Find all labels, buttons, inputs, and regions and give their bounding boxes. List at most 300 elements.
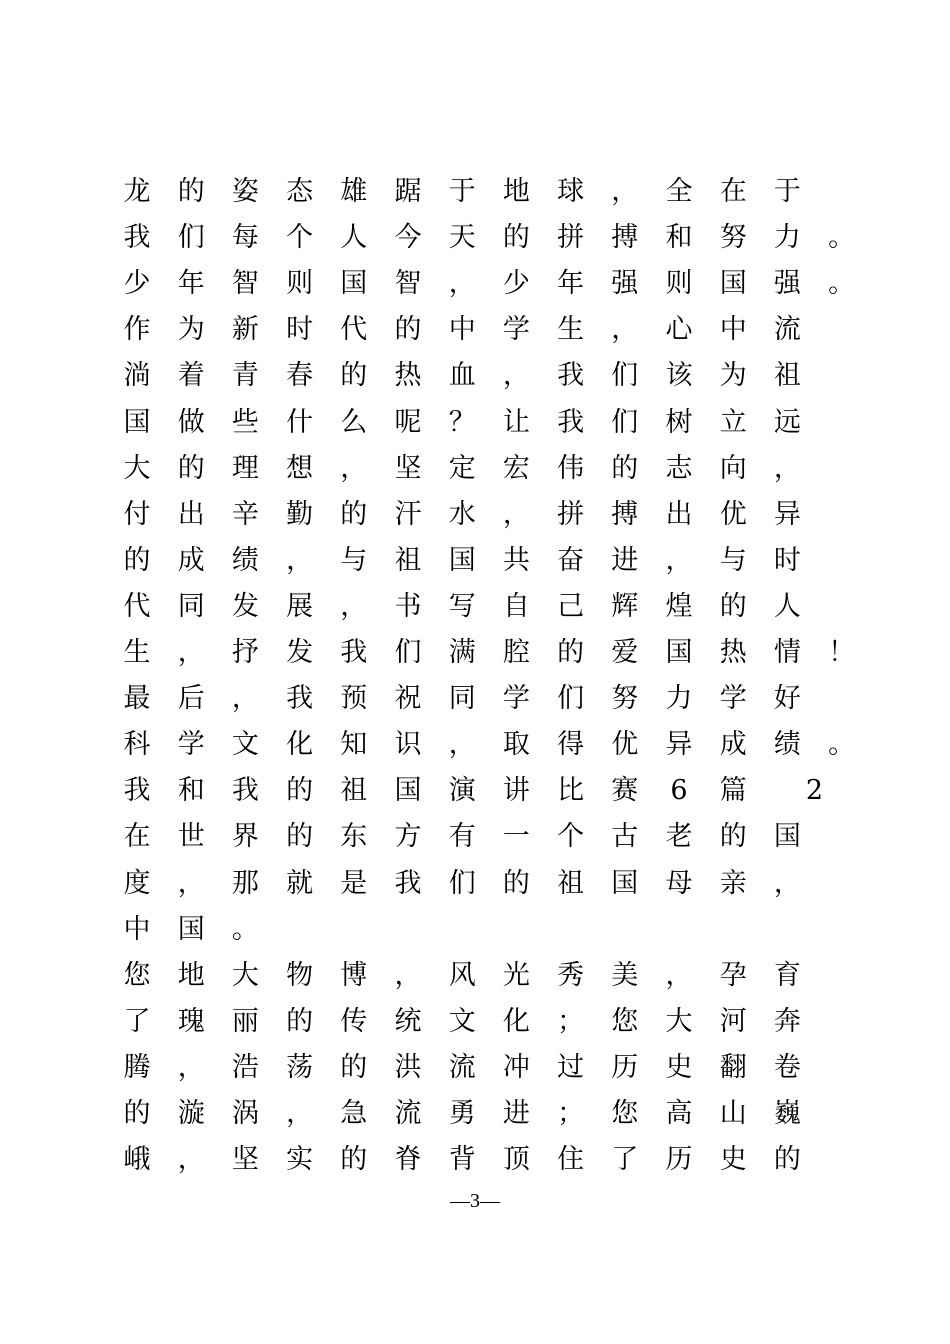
- text-char: 力: [773, 222, 801, 254]
- text-char: 成: [177, 544, 205, 576]
- text-char: ，: [611, 314, 639, 346]
- text-char: 。: [828, 729, 856, 761]
- text-char: 史: [719, 1144, 747, 1176]
- text-char: 我: [394, 867, 422, 899]
- text-char: 出: [665, 498, 693, 530]
- text-char: 荡: [286, 1051, 314, 1083]
- text-char: 孕: [719, 959, 747, 991]
- text-char: 煌: [665, 590, 693, 622]
- text-char: 新: [231, 314, 259, 346]
- text-char: 高: [665, 1098, 693, 1129]
- text-char: 每: [231, 222, 259, 254]
- text-char: 了: [123, 1005, 151, 1037]
- text-char: 代: [123, 590, 151, 622]
- text-char: 山: [719, 1098, 747, 1129]
- text-char: 文: [448, 1005, 476, 1037]
- text-char: 界: [231, 821, 259, 853]
- text-char: ，: [665, 544, 693, 576]
- text-char: 该: [665, 360, 693, 392]
- text-char: 同: [177, 590, 205, 622]
- text-char: 汗: [394, 498, 422, 530]
- text-char: 生: [123, 637, 151, 668]
- text-char: 写: [448, 590, 476, 622]
- text-char: 个: [286, 222, 314, 254]
- text-char: 就: [286, 867, 314, 899]
- text-char: 宏: [502, 452, 530, 484]
- text-char: 地: [502, 176, 530, 207]
- text-char: 搏: [611, 498, 639, 530]
- text-char: 与: [719, 544, 747, 576]
- text-char: 时: [286, 314, 314, 346]
- text-line: [124, 310, 864, 350]
- text-line: [124, 771, 864, 811]
- text-char: 中: [719, 314, 747, 346]
- text-char: 统: [394, 1005, 422, 1037]
- text-char: 巍: [773, 1098, 801, 1129]
- text-char: ；: [557, 1005, 585, 1037]
- text-char: 脊: [394, 1144, 422, 1176]
- text-char: ，: [340, 590, 368, 622]
- text-char: 们: [557, 683, 585, 715]
- text-char: 急: [340, 1098, 368, 1129]
- text-line: [124, 541, 864, 581]
- text-char: 。: [231, 913, 259, 945]
- text-char: 您: [611, 1005, 639, 1037]
- text-char: 在: [123, 821, 151, 853]
- text-char: 的: [340, 1144, 368, 1176]
- text-char: 力: [665, 683, 693, 715]
- text-char: 国: [123, 406, 151, 438]
- text-char: ，: [286, 544, 314, 576]
- text-char: ，: [177, 1051, 205, 1083]
- text-char: 的: [340, 1051, 368, 1083]
- text-char: 浩: [231, 1051, 259, 1083]
- text-char: ，: [448, 729, 476, 761]
- text-char: ，: [394, 959, 422, 991]
- text-char: 大: [665, 1005, 693, 1037]
- text-char: 青: [231, 360, 259, 392]
- text-char: 顶: [502, 1144, 530, 1176]
- text-char: 树: [665, 406, 693, 438]
- text-char: 亲: [719, 867, 747, 899]
- text-char: 天: [448, 222, 476, 254]
- text-char: 我: [340, 637, 368, 668]
- text-char: 智: [231, 268, 259, 300]
- text-char: 的: [123, 1098, 151, 1129]
- text-line: [124, 956, 864, 996]
- text-char: ，: [502, 360, 530, 392]
- text-char: 祝: [394, 683, 422, 715]
- text-char: 地: [177, 959, 205, 991]
- text-line: [124, 1140, 864, 1180]
- text-char: 学: [502, 314, 530, 346]
- text-char: 远: [773, 406, 801, 438]
- text-char: 瑰: [177, 1005, 205, 1037]
- text-char: 我: [123, 222, 151, 254]
- text-line: [124, 356, 864, 396]
- text-char: 学: [719, 683, 747, 715]
- text-char: 中: [123, 913, 151, 945]
- text-char: 展: [286, 590, 314, 622]
- text-char: 的: [773, 1144, 801, 1176]
- text-char: 们: [611, 406, 639, 438]
- text-char: 定: [448, 452, 476, 484]
- text-char: 情: [773, 637, 801, 668]
- text-char: 些: [231, 406, 259, 438]
- text-char: 您: [123, 959, 151, 991]
- text-char: 历: [665, 1144, 693, 1176]
- text-char: 最: [123, 683, 151, 715]
- text-char: 热: [719, 637, 747, 668]
- text-char: 2: [805, 775, 824, 807]
- text-char: 奔: [773, 1005, 801, 1037]
- text-char: 国: [773, 821, 801, 853]
- text-char: 少: [502, 268, 530, 300]
- text-char: 化: [286, 729, 314, 761]
- text-char: 发: [231, 590, 259, 622]
- text-char: 住: [557, 1144, 585, 1176]
- text-char: ；: [557, 1098, 585, 1129]
- text-char: 做: [177, 406, 205, 438]
- text-char: ，: [340, 452, 368, 484]
- text-char: ，: [773, 452, 801, 484]
- text-char: 的: [340, 498, 368, 530]
- text-char: 后: [177, 683, 205, 715]
- text-char: ，: [502, 498, 530, 530]
- text-char: 少: [123, 268, 151, 300]
- text-char: 背: [448, 1144, 476, 1176]
- text-char: 和: [177, 775, 205, 807]
- text-char: 我: [286, 683, 314, 715]
- text-char: 时: [773, 544, 801, 576]
- text-char: 理: [231, 452, 259, 484]
- text-char: 国: [394, 775, 422, 807]
- text-char: 进: [611, 544, 639, 576]
- text-char: 过: [557, 1051, 585, 1083]
- text-char: 国: [340, 268, 368, 300]
- text-char: 冲: [502, 1051, 530, 1083]
- text-char: 全: [665, 176, 693, 207]
- text-char: ！: [828, 637, 856, 668]
- text-char: 书: [394, 590, 422, 622]
- text-char: 的: [557, 637, 585, 668]
- text-char: 流: [394, 1098, 422, 1129]
- text-char: 着: [177, 360, 205, 392]
- page-number: —3—: [450, 1190, 500, 1212]
- text-char: 呢: [394, 406, 422, 438]
- text-char: 史: [665, 1051, 693, 1083]
- text-char: 祖: [557, 867, 585, 899]
- text-char: 大: [231, 959, 259, 991]
- text-char: 出: [177, 498, 205, 530]
- text-line: [124, 633, 864, 673]
- text-char: 赛: [611, 775, 639, 807]
- text-char: 今: [394, 222, 422, 254]
- text-char: 大: [123, 452, 151, 484]
- text-char: 进: [502, 1098, 530, 1129]
- text-char: 人: [340, 222, 368, 254]
- text-char: ，: [665, 959, 693, 991]
- text-line: [124, 1094, 864, 1134]
- text-char: 讲: [502, 775, 530, 807]
- text-char: 伟: [557, 452, 585, 484]
- text-char: 国: [177, 913, 205, 945]
- text-char: 球: [557, 176, 585, 207]
- text-char: 共: [502, 544, 530, 576]
- text-char: 向: [719, 452, 747, 484]
- text-char: 绩: [231, 544, 259, 576]
- text-line: [124, 218, 864, 258]
- text-char: 的: [177, 176, 205, 207]
- text-char: 我: [557, 360, 585, 392]
- text-char: 勇: [448, 1098, 476, 1129]
- text-char: 东: [340, 821, 368, 853]
- text-char: 强: [773, 268, 801, 300]
- text-char: 的: [286, 821, 314, 853]
- text-line: [124, 495, 864, 535]
- text-line: [124, 817, 864, 857]
- text-char: 的: [719, 821, 747, 853]
- text-char: ，: [177, 867, 205, 899]
- text-char: 博: [340, 959, 368, 991]
- text-char: 什: [286, 406, 314, 438]
- text-char: 个: [557, 821, 585, 853]
- text-char: 的: [340, 360, 368, 392]
- text-line: [124, 679, 864, 719]
- text-char: 人: [773, 590, 801, 622]
- text-char: 和: [665, 222, 693, 254]
- text-line: [124, 449, 864, 489]
- text-char: 们: [611, 360, 639, 392]
- text-char: 的: [286, 1005, 314, 1037]
- text-char: 则: [665, 268, 693, 300]
- text-char: 优: [719, 498, 747, 530]
- text-char: 老: [665, 821, 693, 853]
- text-char: ？: [448, 406, 476, 438]
- text-char: 篇: [719, 775, 747, 807]
- text-char: 得: [557, 729, 585, 761]
- text-char: 育: [773, 959, 801, 991]
- text-line: [124, 172, 864, 212]
- text-line: [124, 264, 864, 304]
- text-char: 年: [557, 268, 585, 300]
- text-char: 洪: [394, 1051, 422, 1083]
- text-char: 漩: [177, 1098, 205, 1129]
- text-char: 同: [448, 683, 476, 715]
- text-char: 演: [448, 775, 476, 807]
- text-char: 。: [828, 268, 856, 300]
- text-char: ，: [231, 683, 259, 715]
- text-char: 母: [665, 867, 693, 899]
- text-line: [124, 864, 864, 904]
- text-char: 光: [502, 959, 530, 991]
- text-char: 态: [286, 176, 314, 207]
- text-char: 己: [557, 590, 585, 622]
- text-char: 强: [611, 268, 639, 300]
- text-char: 们: [448, 867, 476, 899]
- text-char: 实: [286, 1144, 314, 1176]
- text-char: 志: [665, 452, 693, 484]
- text-char: 我: [557, 406, 585, 438]
- text-char: 是: [340, 867, 368, 899]
- text-char: 水: [448, 498, 476, 530]
- text-char: ，: [773, 867, 801, 899]
- text-char: 美: [611, 959, 639, 991]
- text-char: 的: [123, 544, 151, 576]
- text-char: 踞: [394, 176, 422, 207]
- text-char: 的: [611, 452, 639, 484]
- text-char: 努: [719, 222, 747, 254]
- text-char: ，: [177, 637, 205, 668]
- text-char: 热: [394, 360, 422, 392]
- text-line: [124, 403, 864, 443]
- text-char: 的: [286, 775, 314, 807]
- text-char: 的: [394, 314, 422, 346]
- text-char: 血: [448, 360, 476, 392]
- text-char: 学: [177, 729, 205, 761]
- text-char: 祖: [394, 544, 422, 576]
- text-char: 世: [177, 821, 205, 853]
- text-char: 您: [611, 1098, 639, 1129]
- text-char: 腔: [502, 637, 530, 668]
- text-char: 河: [719, 1005, 747, 1037]
- text-char: ，: [286, 1098, 314, 1129]
- text-char: 那: [231, 867, 259, 899]
- text-char: 拼: [557, 222, 585, 254]
- text-char: 立: [719, 406, 747, 438]
- text-char: 国: [665, 637, 693, 668]
- text-char: 涡: [231, 1098, 259, 1129]
- text-char: 古: [611, 821, 639, 853]
- text-char: 们: [177, 222, 205, 254]
- text-char: ，: [448, 268, 476, 300]
- text-char: 么: [340, 406, 368, 438]
- text-char: 发: [286, 637, 314, 668]
- text-char: 预: [340, 683, 368, 715]
- text-char: 翻: [719, 1051, 747, 1083]
- text-char: 流: [773, 314, 801, 346]
- text-char: 的: [177, 452, 205, 484]
- text-char: 历: [611, 1051, 639, 1083]
- text-char: 科: [123, 729, 151, 761]
- text-char: 心: [665, 314, 693, 346]
- text-char: 文: [231, 729, 259, 761]
- text-char: 奋: [557, 544, 585, 576]
- text-char: 的: [719, 590, 747, 622]
- text-char: 爱: [611, 637, 639, 668]
- text-char: ，: [611, 176, 639, 207]
- text-char: 在: [719, 176, 747, 207]
- text-char: 智: [394, 268, 422, 300]
- text-char: 搏: [611, 222, 639, 254]
- text-char: 方: [394, 821, 422, 853]
- text-char: 的: [502, 867, 530, 899]
- text-char: 勤: [286, 498, 314, 530]
- text-char: 识: [394, 729, 422, 761]
- text-char: 祖: [773, 360, 801, 392]
- text-char: 有: [448, 821, 476, 853]
- text-char: 于: [773, 176, 801, 207]
- text-line: [124, 1048, 864, 1088]
- text-char: 则: [286, 268, 314, 300]
- text-line: [124, 587, 864, 627]
- text-char: 绩: [773, 729, 801, 761]
- text-char: 春: [286, 360, 314, 392]
- text-char: 自: [502, 590, 530, 622]
- text-line: [124, 910, 864, 950]
- text-char: 国: [719, 268, 747, 300]
- text-char: 作: [123, 314, 151, 346]
- text-char: 让: [502, 406, 530, 438]
- text-line: [124, 1002, 864, 1042]
- text-char: ，: [177, 1144, 205, 1176]
- text-char: 优: [611, 729, 639, 761]
- text-char: 雄: [340, 176, 368, 207]
- text-char: 代: [340, 314, 368, 346]
- text-char: 抒: [231, 637, 259, 668]
- text-char: 们: [394, 637, 422, 668]
- text-char: 传: [340, 1005, 368, 1037]
- text-char: 度: [123, 867, 151, 899]
- text-char: 好: [773, 683, 801, 715]
- text-char: 知: [340, 729, 368, 761]
- text-char: 成: [719, 729, 747, 761]
- text-char: 龙: [123, 176, 151, 207]
- text-char: 满: [448, 637, 476, 668]
- text-char: 坚: [394, 452, 422, 484]
- text-char: 流: [448, 1051, 476, 1083]
- text-char: 卷: [773, 1051, 801, 1083]
- text-char: 想: [286, 452, 314, 484]
- text-char: 生: [557, 314, 585, 346]
- text-char: 一: [502, 821, 530, 853]
- text-char: 祖: [340, 775, 368, 807]
- text-char: 取: [502, 729, 530, 761]
- text-char: 峨: [123, 1144, 151, 1176]
- text-char: 年: [177, 268, 205, 300]
- text-char: 异: [665, 729, 693, 761]
- text-char: 腾: [123, 1051, 151, 1083]
- text-char: 付: [123, 498, 151, 530]
- text-char: 淌: [123, 360, 151, 392]
- text-char: 。: [828, 222, 856, 254]
- text-char: 学: [502, 683, 530, 715]
- text-char: 6: [670, 775, 688, 807]
- text-char: 秀: [557, 959, 585, 991]
- text-char: 我: [123, 775, 151, 807]
- text-char: 拼: [557, 498, 585, 530]
- text-char: 国: [611, 867, 639, 899]
- text-char: 物: [286, 959, 314, 991]
- text-char: 于: [448, 176, 476, 207]
- text-char: 辉: [611, 590, 639, 622]
- text-char: 坚: [231, 1144, 259, 1176]
- text-char: 我: [231, 775, 259, 807]
- text-char: 为: [719, 360, 747, 392]
- text-char: 与: [340, 544, 368, 576]
- text-char: 比: [557, 775, 585, 807]
- text-char: 中: [448, 314, 476, 346]
- text-char: 努: [611, 683, 639, 715]
- text-char: 了: [611, 1144, 639, 1176]
- text-char: 辛: [231, 498, 259, 530]
- text-char: 国: [448, 544, 476, 576]
- text-line: [124, 725, 864, 765]
- text-char: 异: [773, 498, 801, 530]
- text-char: 的: [502, 222, 530, 254]
- text-char: 为: [177, 314, 205, 346]
- text-char: 丽: [231, 1005, 259, 1037]
